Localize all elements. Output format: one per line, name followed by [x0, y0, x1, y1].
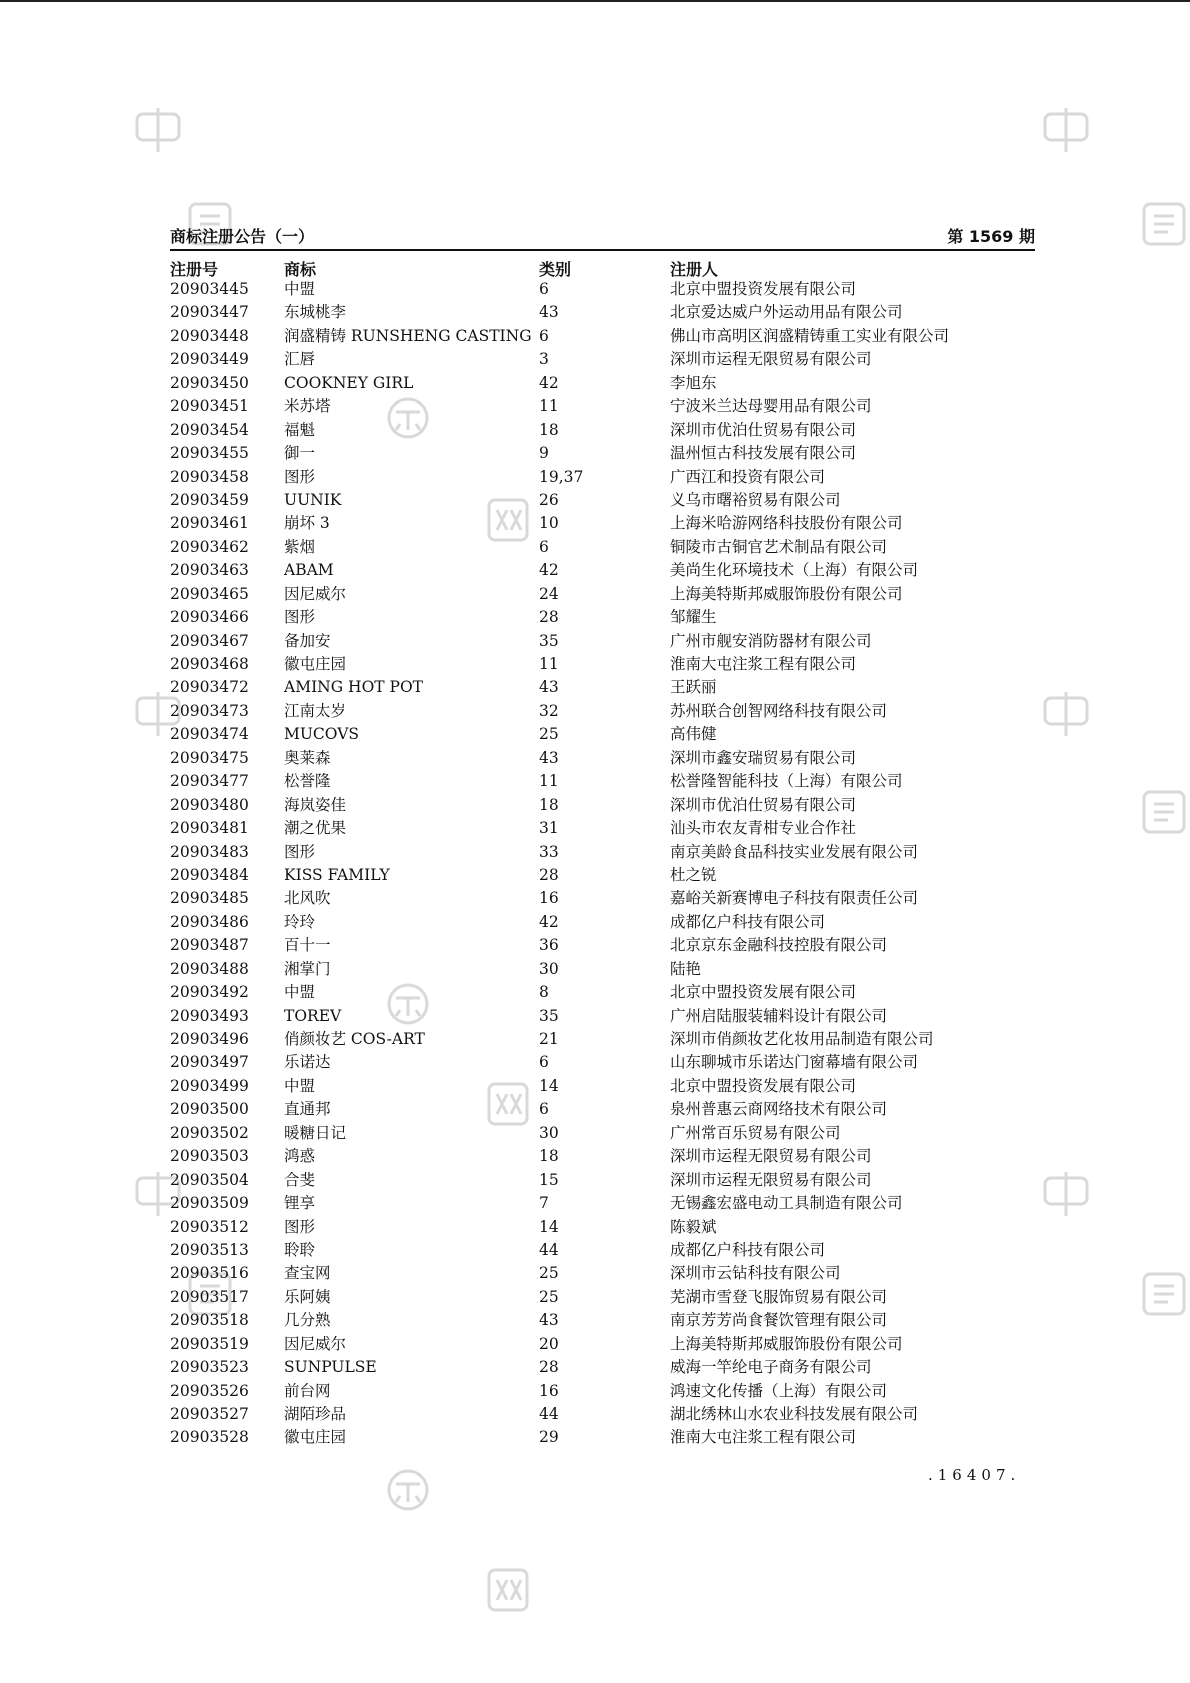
trademark-name: 查宝网: [284, 1264, 331, 1283]
registrant-name: 山东聊城市乐诺达门窗幕墙有限公司: [670, 1053, 919, 1072]
registration-number: 20903526: [170, 1381, 249, 1400]
trademark-name: 直通邦: [284, 1100, 331, 1119]
column-header-class: 类别: [539, 260, 572, 279]
trademark-name: 合斐: [284, 1170, 316, 1189]
registrant-name: 成都亿户科技有限公司: [670, 1240, 826, 1259]
column-header-mark: 商标: [284, 260, 317, 279]
registrant-name: 深圳市云钻科技有限公司: [670, 1264, 841, 1283]
trademark-name: 福魁: [284, 420, 316, 439]
registration-number: 20903512: [170, 1217, 249, 1236]
registrant-name: 苏州联合创智网络科技有限公司: [670, 701, 888, 720]
class-number: 7: [539, 1194, 549, 1213]
registrant-name: 汕头市农友青柑专业合作社: [670, 819, 857, 838]
registration-number: 20903488: [170, 959, 249, 978]
table-row: [0, 841, 1190, 864]
class-number: 9: [539, 444, 549, 463]
table-row: [0, 794, 1190, 817]
registration-number: 20903528: [170, 1428, 249, 1447]
trademark-name: 松誉隆: [284, 772, 331, 791]
class-number: 18: [539, 420, 559, 439]
trademark-name: 图形: [284, 842, 316, 861]
registrant-name: 王跃丽: [670, 678, 717, 697]
table-row: [0, 676, 1190, 699]
trademark-name: TOREV: [284, 1006, 342, 1025]
class-number: 18: [539, 1147, 559, 1166]
registration-number: 20903503: [170, 1147, 249, 1166]
registration-number: 20903473: [170, 701, 249, 720]
class-number: 28: [539, 608, 559, 627]
registration-number: 20903475: [170, 748, 249, 767]
header-rule: [170, 249, 1035, 251]
registration-number: 20903484: [170, 865, 249, 884]
registrant-name: 广州常百乐贸易有限公司: [670, 1123, 841, 1142]
table-row: [0, 442, 1190, 465]
table-row: [0, 911, 1190, 934]
table-row: [0, 1145, 1190, 1168]
trademark-name: 中盟: [284, 280, 316, 298]
watermark-zhong-icon: [134, 106, 182, 154]
class-number: 24: [539, 584, 559, 603]
registration-number: 20903493: [170, 1006, 249, 1025]
registrant-name: 温州恒古科技发展有限公司: [670, 444, 857, 463]
registrant-name: 南京芳芳尚食餐饮管理有限公司: [670, 1311, 888, 1330]
trademark-name: 几分熟: [284, 1311, 331, 1330]
class-number: 42: [539, 373, 559, 392]
class-number: 30: [539, 1123, 559, 1142]
registrant-name: 南京美龄食品科技实业发展有限公司: [670, 842, 919, 861]
class-number: 44: [539, 1240, 559, 1259]
registration-number: 20903480: [170, 795, 249, 814]
top-border: [0, 0, 1190, 2]
table-row: [0, 606, 1190, 629]
class-number: 42: [539, 912, 559, 931]
registrant-name: 淮南大屯注浆工程有限公司: [670, 655, 857, 673]
table-row: [0, 1075, 1190, 1098]
registrant-name: 北京中盟投资发展有限公司: [670, 280, 857, 298]
class-number: 21: [539, 1030, 559, 1048]
table-row: [0, 1356, 1190, 1379]
class-number: 43: [539, 1311, 559, 1330]
watermark-guo-icon: [1140, 200, 1188, 248]
registration-number: 20903487: [170, 936, 249, 955]
table-row: [0, 1005, 1190, 1028]
class-number: 8: [539, 983, 549, 1002]
table-row: [0, 887, 1190, 910]
table-row: [0, 512, 1190, 535]
table-row: [0, 700, 1190, 723]
trademark-name: 锂享: [284, 1194, 316, 1213]
trademark-name: 徽屯庄园: [284, 1428, 347, 1447]
registrant-name: 广州市舰安消防器材有限公司: [670, 631, 872, 650]
class-number: 43: [539, 678, 559, 697]
registration-number: 20903458: [170, 467, 249, 486]
table-row: [0, 301, 1190, 324]
class-number: 11: [539, 655, 559, 673]
registration-number: 20903451: [170, 397, 249, 416]
registration-number: 20903504: [170, 1170, 249, 1189]
registration-number: 20903499: [170, 1076, 249, 1095]
trademark-name: 暖糖日记: [284, 1123, 347, 1142]
class-number: 42: [539, 561, 559, 580]
registration-number: 20903523: [170, 1358, 249, 1377]
registration-number: 20903486: [170, 912, 249, 931]
table-row: [0, 1216, 1190, 1239]
table-row: [0, 981, 1190, 1004]
registrant-name: 高伟健: [670, 725, 717, 744]
trademark-name: 前台网: [284, 1381, 331, 1400]
table-row: [0, 348, 1190, 371]
class-number: 35: [539, 631, 559, 650]
class-number: 16: [539, 889, 559, 908]
registrant-name: 上海米哈游网络科技股份有限公司: [670, 514, 903, 533]
registration-number: 20903468: [170, 655, 249, 673]
registrant-name: 上海美特斯邦威服饰股份有限公司: [670, 1334, 903, 1353]
registrant-name: 嘉峪关新赛博电子科技有限责任公司: [670, 889, 919, 908]
registrant-name: 无锡鑫宏盛电动工具制造有限公司: [670, 1194, 903, 1213]
registration-number: 20903454: [170, 420, 249, 439]
gazette-title: 商标注册公告（一）: [170, 227, 315, 246]
registration-number: 20903445: [170, 280, 249, 298]
registrant-name: 杜之锐: [670, 865, 717, 884]
issue-number: 第 1569 期: [947, 227, 1035, 246]
class-number: 6: [539, 1053, 549, 1072]
table-row: [0, 817, 1190, 840]
class-number: 14: [539, 1217, 559, 1236]
registrant-name: 陈毅斌: [670, 1217, 717, 1236]
table-row: [0, 395, 1190, 418]
trademark-name: COOKNEY GIRL: [284, 373, 414, 392]
trademark-name: 崩坏 3: [284, 514, 330, 533]
trademark-name: 百十一: [284, 936, 331, 955]
registration-number: 20903509: [170, 1194, 249, 1213]
registration-number: 20903500: [170, 1100, 249, 1119]
table-row: [0, 1122, 1190, 1145]
registration-number: 20903518: [170, 1311, 249, 1330]
registration-number: 20903527: [170, 1405, 249, 1423]
trademark-name: 乐诺达: [284, 1053, 331, 1072]
class-number: 15: [539, 1170, 559, 1189]
registrant-name: 淮南大屯注浆工程有限公司: [670, 1428, 857, 1447]
trademark-name: 徽屯庄园: [284, 655, 347, 673]
registration-number: 20903485: [170, 889, 249, 908]
class-number: 26: [539, 490, 559, 509]
table-row: [0, 723, 1190, 746]
table-row: [0, 1192, 1190, 1215]
trademark-name: 图形: [284, 467, 316, 486]
registration-number: 20903467: [170, 631, 249, 650]
registrant-name: 深圳市运程无限贸易有限公司: [670, 1147, 872, 1166]
table-row: [0, 770, 1190, 793]
class-number: 6: [539, 537, 549, 556]
registrant-name: 铜陵市古铜官艺术制品有限公司: [670, 537, 888, 556]
table-row: [0, 1262, 1190, 1285]
trademark-name: 鸿惑: [284, 1147, 316, 1166]
class-number: 3: [539, 350, 549, 369]
class-number: 19,37: [539, 467, 584, 486]
table-row: [0, 1051, 1190, 1074]
class-number: 11: [539, 397, 559, 416]
trademark-name: ABAM: [284, 561, 334, 580]
registration-number: 20903492: [170, 983, 249, 1002]
table-row: [0, 1239, 1190, 1262]
registrant-name: 泉州普惠云商网络技术有限公司: [670, 1100, 888, 1119]
registration-number: 20903450: [170, 373, 249, 392]
class-number: 25: [539, 725, 559, 744]
trademark-name: 聆聆: [284, 1240, 316, 1259]
registrant-name: 广西江和投资有限公司: [670, 467, 826, 486]
registration-number: 20903496: [170, 1030, 249, 1048]
table-row: [0, 1169, 1190, 1192]
trademark-name: 图形: [284, 608, 316, 627]
table-row: [0, 466, 1190, 489]
trademark-name: 江南太岁: [284, 701, 347, 720]
table-row: [0, 1286, 1190, 1309]
registrant-name: 邹耀生: [670, 608, 717, 627]
trademark-name: 奥莱森: [284, 748, 331, 767]
table-row: [0, 583, 1190, 606]
trademark-name: 汇唇: [284, 350, 316, 369]
class-number: 20: [539, 1334, 559, 1353]
registrant-name: 美尚生化环境技术（上海）有限公司: [670, 561, 919, 580]
trademark-name: 中盟: [284, 983, 316, 1002]
watermark-zhong-icon: [1042, 106, 1090, 154]
table-row: [0, 1380, 1190, 1403]
class-number: 29: [539, 1428, 559, 1447]
trademark-name: 中盟: [284, 1076, 316, 1095]
trademark-name: 米苏塔: [284, 397, 331, 416]
registration-number: 20903448: [170, 326, 249, 345]
class-number: 16: [539, 1381, 559, 1400]
registrant-name: 深圳市运程无限贸易有限公司: [670, 350, 872, 369]
table-row: [0, 864, 1190, 887]
trademark-name: 海岚姿佳: [284, 795, 347, 814]
registration-number: 20903461: [170, 514, 249, 533]
registration-number: 20903462: [170, 537, 249, 556]
column-header-number: 注册号: [170, 260, 219, 279]
table-row: [0, 1028, 1190, 1051]
class-number: 6: [539, 1100, 549, 1119]
registrant-name: 湖北绣林山水农业科技发展有限公司: [670, 1405, 919, 1423]
table-row: [0, 1098, 1190, 1121]
column-header-owner: 注册人: [670, 260, 719, 279]
class-number: 36: [539, 936, 559, 955]
table-row: [0, 1426, 1190, 1449]
trademark-name: 俏颜妆艺 COS-ART: [284, 1030, 425, 1048]
registrant-name: 北京中盟投资发展有限公司: [670, 983, 857, 1002]
registrant-name: 北京中盟投资发展有限公司: [670, 1076, 857, 1095]
registrant-name: 深圳市优泊仕贸易有限公司: [670, 795, 857, 814]
class-number: 25: [539, 1264, 559, 1283]
class-number: 14: [539, 1076, 559, 1095]
registration-number: 20903449: [170, 350, 249, 369]
registrant-name: 威海一竿纶电子商务有限公司: [670, 1358, 872, 1377]
class-number: 25: [539, 1287, 559, 1306]
registration-number: 20903502: [170, 1123, 249, 1142]
registration-number: 20903497: [170, 1053, 249, 1072]
table-row: [0, 1309, 1190, 1332]
table-row: [0, 559, 1190, 582]
registration-number: 20903466: [170, 608, 249, 627]
registrant-name: 广州启陆服装辅料设计有限公司: [670, 1006, 888, 1025]
registration-number: 20903483: [170, 842, 249, 861]
table-row: [0, 653, 1190, 676]
trademark-name: 御一: [284, 444, 316, 463]
table-row: [0, 630, 1190, 653]
registration-number: 20903481: [170, 819, 249, 838]
class-number: 18: [539, 795, 559, 814]
watermark-wang-icon: [484, 1566, 532, 1614]
table-row: [0, 1333, 1190, 1356]
registrant-name: 上海美特斯邦威服饰股份有限公司: [670, 584, 903, 603]
trademark-name: 润盛精铸 RUNSHENG CASTING: [284, 326, 532, 345]
registrant-name: 深圳市俏颜妆艺化妆用品制造有限公司: [670, 1030, 934, 1048]
trademark-name: SUNPULSE: [284, 1358, 377, 1377]
class-number: 43: [539, 303, 559, 322]
watermark-biao-icon: [384, 1466, 432, 1514]
registration-number: 20903516: [170, 1264, 249, 1283]
table-row: [0, 278, 1190, 301]
registrant-name: 芜湖市雪登飞服饰贸易有限公司: [670, 1287, 888, 1306]
table-row: [0, 325, 1190, 348]
trademark-name: 湘掌门: [284, 959, 331, 978]
table-row: [0, 958, 1190, 981]
table-row: [0, 1403, 1190, 1426]
class-number: 33: [539, 842, 559, 861]
class-number: 6: [539, 280, 549, 298]
registrant-name: 佛山市高明区润盛精铸重工实业有限公司: [670, 326, 950, 345]
class-number: 32: [539, 701, 559, 720]
registration-number: 20903474: [170, 725, 249, 744]
registration-number: 20903472: [170, 678, 249, 697]
registrant-name: 李旭东: [670, 373, 717, 392]
class-number: 28: [539, 1358, 559, 1377]
trademark-name: 玲玲: [284, 912, 316, 931]
table-row: [0, 372, 1190, 395]
registration-number: 20903517: [170, 1287, 249, 1306]
trademark-name: 因尼威尔: [284, 1334, 347, 1353]
trademark-name: 备加安: [284, 631, 331, 650]
table-row: [0, 419, 1190, 442]
trademark-name: 紫烟: [284, 537, 316, 556]
trademark-name: 湖陌珍品: [284, 1405, 347, 1423]
table-row: [0, 934, 1190, 957]
class-number: 43: [539, 748, 559, 767]
trademark-name: KISS FAMILY: [284, 865, 390, 884]
registration-table: [0, 278, 1190, 1450]
trademark-name: 图形: [284, 1217, 316, 1236]
registrant-name: 鸿速文化传播（上海）有限公司: [670, 1381, 888, 1400]
registrant-name: 宁波米兰达母婴用品有限公司: [670, 397, 872, 416]
registrant-name: 义乌市曙裕贸易有限公司: [670, 490, 841, 509]
class-number: 35: [539, 1006, 559, 1025]
class-number: 6: [539, 326, 549, 345]
registration-number: 20903463: [170, 561, 249, 580]
trademark-name: 因尼威尔: [284, 584, 347, 603]
trademark-name: 潮之优果: [284, 819, 347, 838]
table-row: [0, 747, 1190, 770]
table-row: [0, 536, 1190, 559]
class-number: 11: [539, 772, 559, 791]
registration-number: 20903513: [170, 1240, 249, 1259]
page-header: [170, 224, 1035, 250]
class-number: 30: [539, 959, 559, 978]
class-number: 10: [539, 514, 559, 533]
registrant-name: 深圳市鑫安瑞贸易有限公司: [670, 748, 857, 767]
registration-number: 20903519: [170, 1334, 249, 1353]
registrant-name: 深圳市优泊仕贸易有限公司: [670, 420, 857, 439]
registration-number: 20903477: [170, 772, 249, 791]
registration-number: 20903455: [170, 444, 249, 463]
trademark-name: UUNIK: [284, 490, 342, 509]
trademark-name: 北风吹: [284, 889, 331, 908]
page-number: .16407.: [928, 1466, 1021, 1484]
trademark-name: 东城桃李: [284, 303, 347, 322]
registration-number: 20903465: [170, 584, 249, 603]
trademark-name: 乐阿姨: [284, 1287, 331, 1306]
registrant-name: 北京爱达威户外运动用品有限公司: [670, 303, 903, 322]
class-number: 44: [539, 1405, 559, 1423]
trademark-name: AMING HOT POT: [284, 678, 424, 697]
registrant-name: 松誉隆智能科技（上海）有限公司: [670, 772, 903, 791]
registrant-name: 陆艳: [670, 959, 702, 978]
registration-number: 20903459: [170, 490, 249, 509]
registrant-name: 北京京东金融科技控股有限公司: [670, 936, 888, 955]
class-number: 28: [539, 865, 559, 884]
registration-number: 20903447: [170, 303, 249, 322]
trademark-name: MUCOVS: [284, 725, 360, 744]
table-row: [0, 489, 1190, 512]
class-number: 31: [539, 819, 559, 838]
registrant-name: 成都亿户科技有限公司: [670, 912, 826, 931]
registrant-name: 深圳市运程无限贸易有限公司: [670, 1170, 872, 1189]
